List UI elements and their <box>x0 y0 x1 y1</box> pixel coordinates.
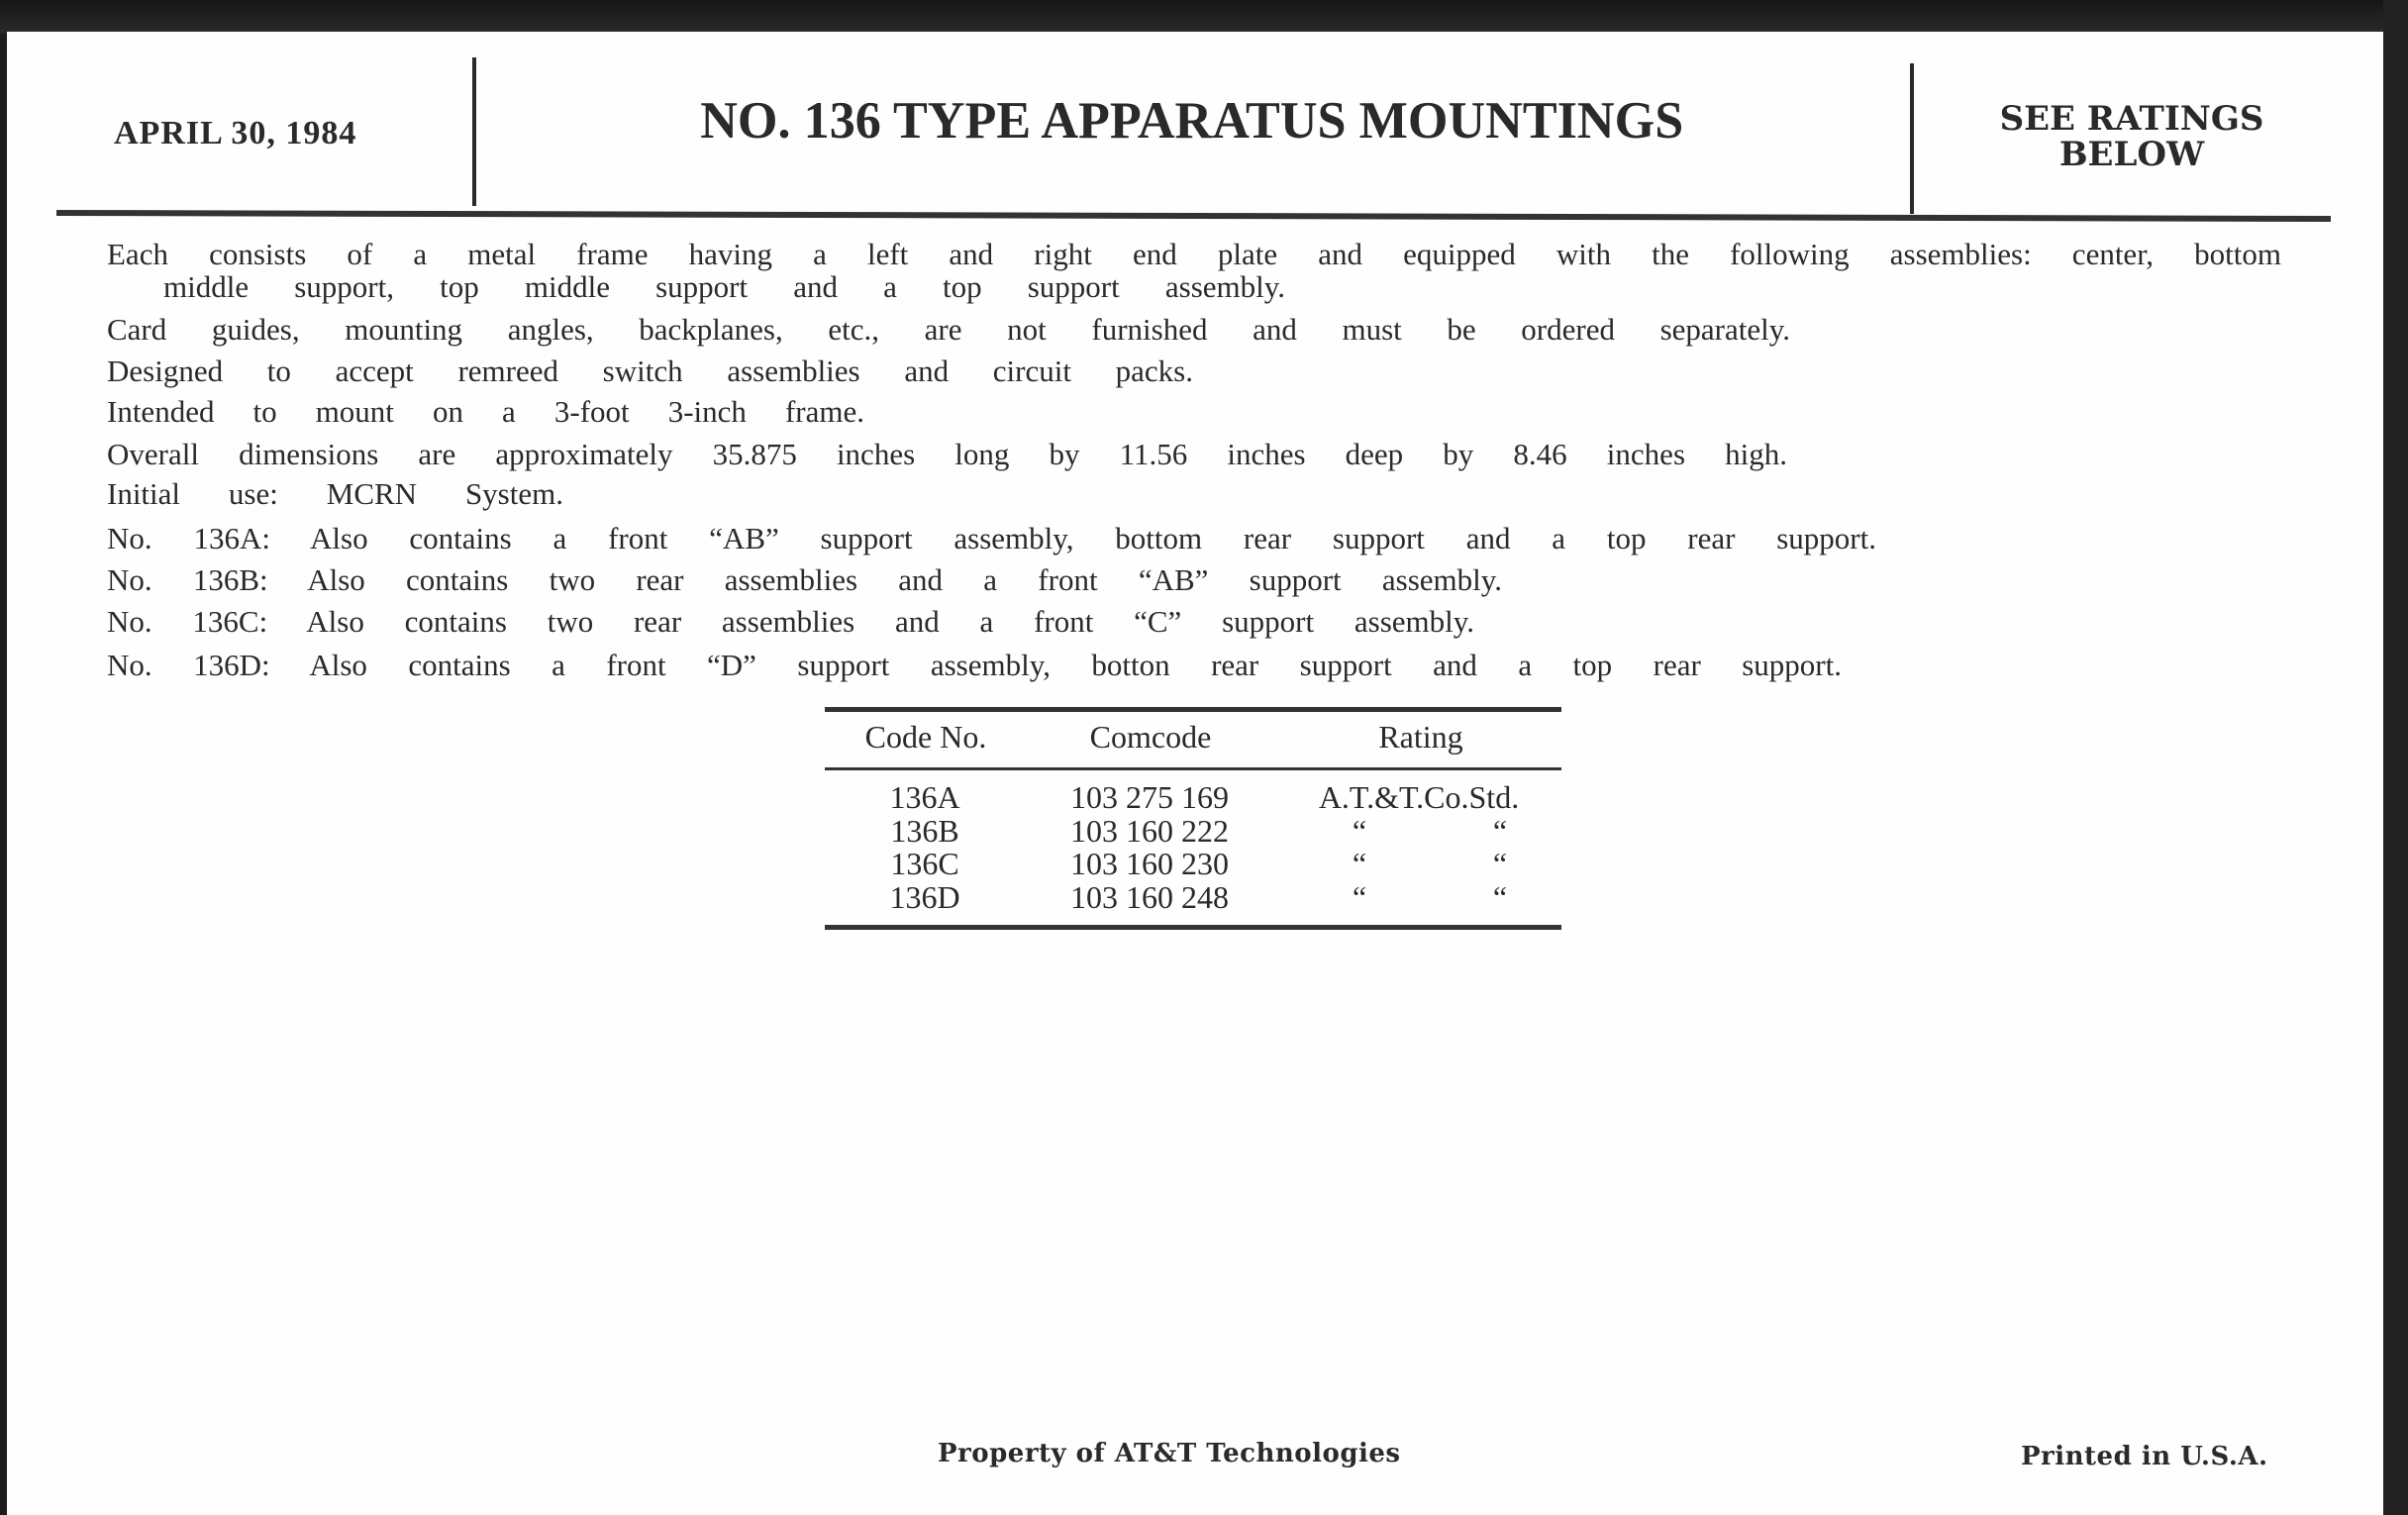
body-line: No. 136C: Also contains two rear assemblies and a front “C” support assembly. <box>107 604 1474 639</box>
body-line: Card guides, mounting angles, backplanes, etc., are not furnished and must be ordered separately. <box>107 312 1790 347</box>
code-cell: 136D <box>889 879 960 915</box>
table-header-rule <box>825 767 1561 770</box>
code-cell: 136C <box>890 846 959 881</box>
code-cell: 136B <box>890 813 959 849</box>
body-line: Intended to mount on a 3-foot 3-inch frame. <box>107 394 864 429</box>
document-title: NO. 136 TYPE APPARATUS MOUNTINGS <box>700 90 1683 150</box>
table-bottom-rule <box>825 925 1561 930</box>
ditto-mark: “ <box>1352 813 1367 849</box>
ditto-mark: “ <box>1352 846 1367 881</box>
table-header-comcode: Comcode <box>1089 719 1212 755</box>
body-line: Each consists of a metal frame having a left and right end plate and equipped with the following assemblies: center, bottom <box>107 237 2281 271</box>
footer-property: Property of AT&T Technologies <box>938 1439 1401 1468</box>
footer-printed: Printed in U.S.A. <box>2021 1442 2268 1471</box>
ratings-note-line1: SEE RATINGS <box>1999 99 2264 139</box>
rating-cell: A.T.&T.Co.Std. <box>1318 779 1520 815</box>
ditto-mark: “ <box>1492 846 1508 881</box>
body-line: No. 136B: Also contains two rear assemblies and a front “AB” support assembly. <box>107 562 1502 597</box>
document-date: APRIL 30, 1984 <box>114 115 357 152</box>
comcode-cell: 103 160 222 <box>1070 813 1229 849</box>
table-header-rating: Rating <box>1378 719 1463 755</box>
ditto-mark: “ <box>1492 879 1508 915</box>
comcode-cell: 103 160 248 <box>1070 879 1229 915</box>
header-divider-right <box>1910 63 1914 214</box>
body-line: Overall dimensions are approximately 35.875 inches long by 11.56 inches deep by 8.46 inches high. <box>107 437 1787 471</box>
body-line: Designed to accept remreed switch assemblies and circuit packs. <box>107 354 1193 388</box>
scan-border-right <box>2383 0 2408 1515</box>
body-line: No. 136D: Also contains a front “D” support assembly, botton rear support and a top rear support. <box>107 648 1842 682</box>
comcode-cell: 103 275 169 <box>1070 779 1229 815</box>
ditto-mark: “ <box>1492 813 1508 849</box>
body-line: No. 136A: Also contains a front “AB” support assembly, bottom rear support and a top rear support. <box>107 521 1876 556</box>
body-line: middle support, top middle support and a top support assembly. <box>163 269 1285 304</box>
scan-border-top <box>0 0 2408 34</box>
table-top-rule <box>825 707 1561 712</box>
body-line: Initial use: MCRN System. <box>107 476 563 511</box>
table-header-code: Code No. <box>864 719 987 755</box>
header-divider-left <box>472 57 476 206</box>
ditto-mark: “ <box>1352 879 1367 915</box>
code-cell: 136A <box>889 779 960 815</box>
ratings-note-line2: BELOW <box>2058 135 2205 174</box>
ratings-note <box>1980 101 2283 172</box>
comcode-cell: 103 160 230 <box>1070 846 1229 881</box>
